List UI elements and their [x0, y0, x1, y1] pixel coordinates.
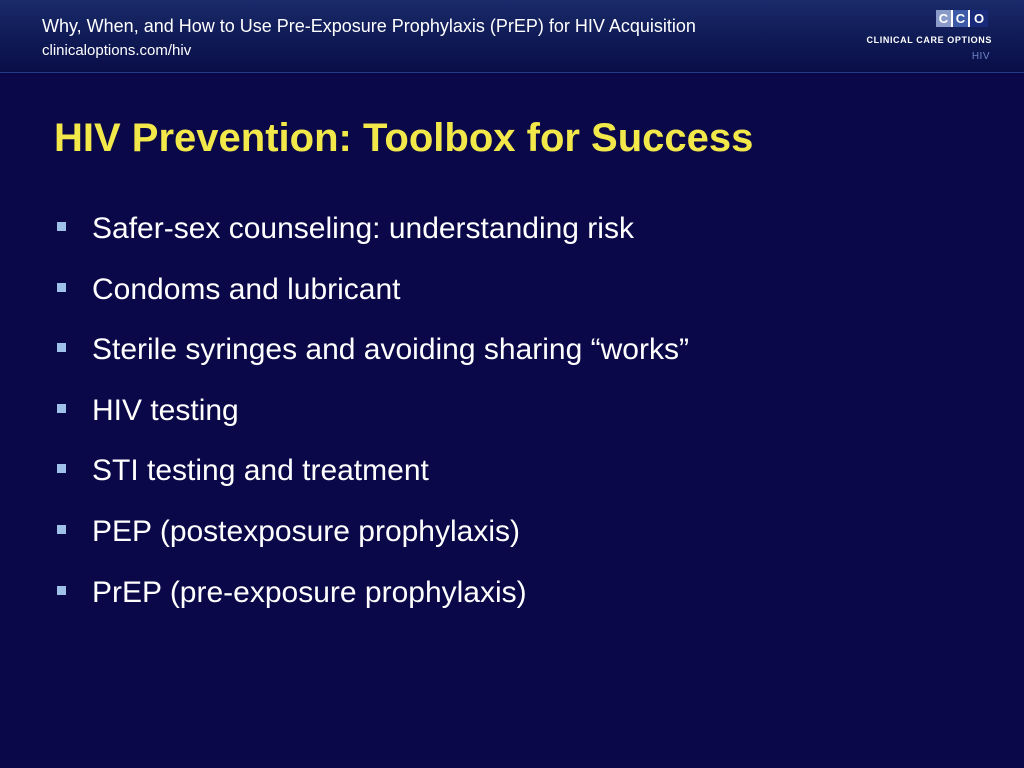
square-bullet-icon: [57, 586, 66, 595]
square-bullet-icon: [57, 283, 66, 292]
slide-title: HIV Prevention: Toolbox for Success: [54, 116, 754, 160]
bullet-item: [54, 572, 689, 633]
svg-text:C: C: [955, 11, 966, 26]
bullet-item: [54, 208, 689, 269]
bullet-item: [54, 329, 689, 390]
bullet-item: [54, 450, 689, 511]
square-bullet-icon: [57, 343, 66, 352]
logo-subtitle: HIV: [971, 51, 990, 62]
square-bullet-icon: [57, 525, 66, 534]
bullet-list: [54, 208, 689, 632]
slide-header: [0, 0, 1024, 73]
square-bullet-icon: [57, 404, 66, 413]
bullet-text: STI testing and treatment: [92, 454, 429, 488]
cco-logo: [842, 10, 992, 66]
square-bullet-icon: [57, 464, 66, 473]
bullet-item: [54, 269, 689, 330]
logo-name: CLINICAL CARE OPTIONS: [866, 35, 992, 45]
bullet-text: Sterile syringes and avoiding sharing “works”: [92, 333, 689, 367]
bullet-item: [54, 390, 689, 451]
bullet-text: HIV testing: [92, 393, 239, 427]
website-url: clinicaloptions.com/hiv: [42, 42, 192, 59]
bullet-text: Condoms and lubricant: [92, 272, 401, 306]
bullet-text: Safer-sex counseling: understanding risk: [92, 212, 634, 245]
presentation-title: Why, When, and How to Use Pre-Exposure Prophylaxis (PrEP) for HIV Acquisition: [42, 16, 696, 36]
square-bullet-icon: [57, 222, 66, 231]
bullet-text: PrEP (pre-exposure prophylaxis): [92, 575, 527, 609]
bullet-text: PEP (postexposure prophylaxis): [92, 514, 520, 548]
svg-text:O: O: [973, 11, 985, 26]
svg-text:C: C: [938, 11, 949, 26]
bullet-item: [54, 511, 689, 572]
cco-logo-mark-icon: [936, 10, 988, 27]
